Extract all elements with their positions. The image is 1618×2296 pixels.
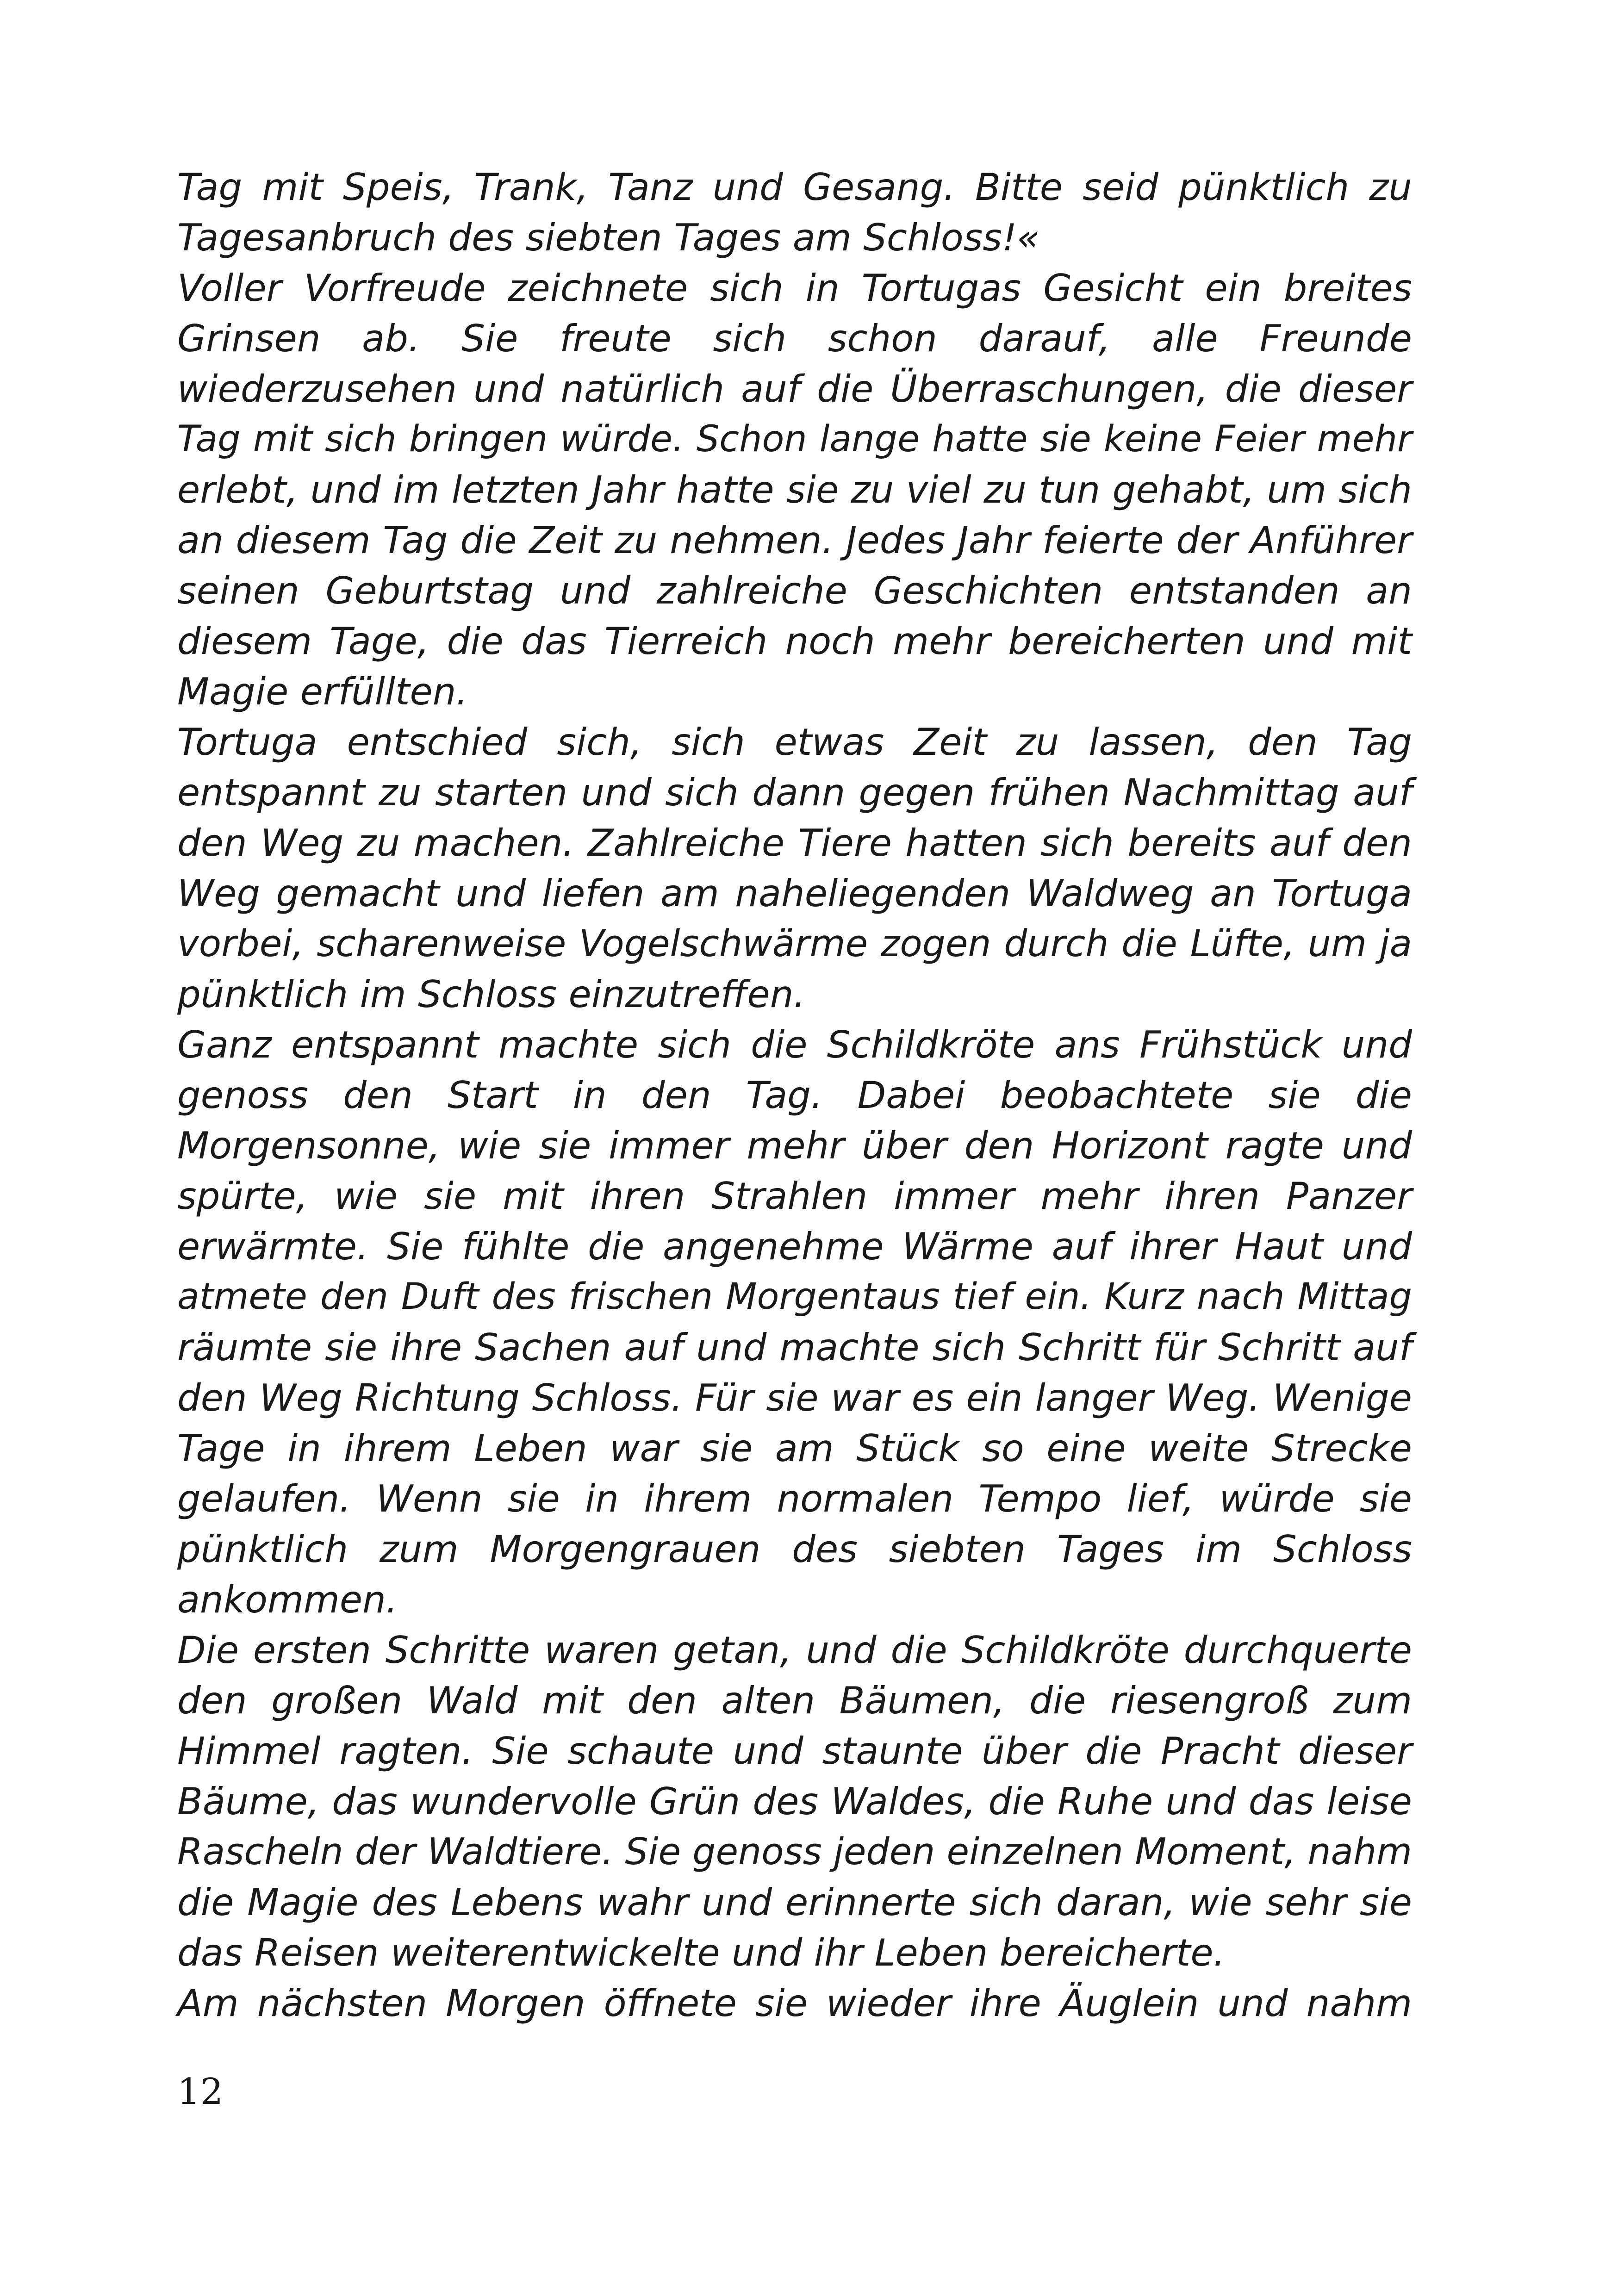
text-line: Ganz entspannt machte sich die Schildkröte ans Frühstück und (177, 1023, 1412, 1066)
page-number: 12 (177, 2071, 224, 2113)
text-line: seinen Geburtstag und zahlreiche Geschichten entstanden an (177, 569, 1412, 612)
text-line: genoss den Start in den Tag. Dabei beobachtete sie die (177, 1074, 1412, 1117)
text-line: Rascheln der Waldtiere. Sie genoss jeden einzelnen Moment, nahm (177, 1830, 1412, 1873)
text-line: Tortuga entschied sich, sich etwas Zeit zu lassen, den Tag (177, 721, 1412, 764)
text-line: Tag mit sich bringen würde. Schon lange hatte sie keine Feier mehr (177, 418, 1412, 460)
text-line: Weg gemacht und liefen am naheliegenden Waldweg an Tortuga (177, 872, 1412, 915)
text-line: wiederzusehen und natürlich auf die Überraschungen, die dieser (177, 367, 1412, 411)
text-line: vorbei, scharenweise Vogelschwärme zogen durch die Lüfte, um ja (177, 922, 1412, 965)
text-line: räumte sie ihre Sachen auf und machte sich Schritt für Schritt auf (177, 1326, 1412, 1369)
text-line: diesem Tage, die das Tierreich noch mehr bereicherten und mit (177, 620, 1412, 663)
text-line: den großen Wald mit den alten Bäumen, die riesengroß zum (177, 1679, 1412, 1722)
text-line: den Weg Richtung Schloss. Für sie war es ein langer Weg. Wenige (177, 1376, 1412, 1419)
text-line: Bäume, das wundervolle Grün des Waldes, die Ruhe und das leise (177, 1780, 1412, 1823)
text-line: pünktlich im Schloss einzutreffen. (177, 973, 805, 1016)
text-line: die Magie des Lebens wahr und erinnerte sich daran, wie sehr sie (177, 1881, 1412, 1924)
text-line: ankommen. (177, 1578, 398, 1621)
text-line: entspannt zu starten und sich dann gegen frühen Nachmittag auf (177, 771, 1412, 814)
text-line: Die ersten Schritte waren getan, und die Schildkröte durchquerte (177, 1629, 1412, 1672)
text-line: erlebt, und im letzten Jahr hatte sie zu viel zu tun gehabt, um sich (177, 468, 1412, 511)
text-line: Himmel ragten. Sie schaute und staunte über die Pracht dieser (177, 1730, 1412, 1773)
text-line: Am nächsten Morgen öffnete sie wieder ihre Äuglein und nahm (177, 1982, 1412, 2025)
text-line: Tag mit Speis, Trank, Tanz und Gesang. Bitte seid pünktlich zu (177, 166, 1412, 209)
text-line: Morgensonne, wie sie immer mehr über den Horizont ragte und (177, 1124, 1412, 1167)
text-line: Magie erfüllten. (177, 670, 468, 713)
text-line: Tage in ihrem Leben war sie am Stück so eine weite Strecke (177, 1427, 1412, 1470)
text-line: Grinsen ab. Sie freute sich schon darauf, alle Freunde (177, 317, 1412, 360)
body-text (177, 162, 1412, 2028)
text-line: das Reisen weiterentwickelte und ihr Leben bereicherte. (177, 1931, 1225, 1974)
text-line: spürte, wie sie mit ihren Strahlen immer mehr ihren Panzer (177, 1175, 1412, 1218)
text-line: Voller Vorfreude zeichnete sich in Tortugas Gesicht ein breites (177, 267, 1412, 310)
text-line: Tagesanbruch des siebten Tages am Schloss!« (177, 216, 1040, 259)
text-line: an diesem Tag die Zeit zu nehmen. Jedes Jahr feierte der Anführer (177, 519, 1412, 562)
text-line: erwärmte. Sie fühlte die angenehme Wärme auf ihrer Haut und (177, 1225, 1412, 1268)
text-line: den Weg zu machen. Zahlreiche Tiere hatten sich bereits auf den (177, 821, 1412, 865)
text-line: atmete den Duft des frischen Morgentaus tief ein. Kurz nach Mittag (177, 1276, 1412, 1318)
text-line: gelaufen. Wenn sie in ihrem normalen Tempo lief, würde sie (177, 1477, 1412, 1520)
text-line: pünktlich zum Morgengrauen des siebten Tages im Schloss (177, 1528, 1412, 1571)
